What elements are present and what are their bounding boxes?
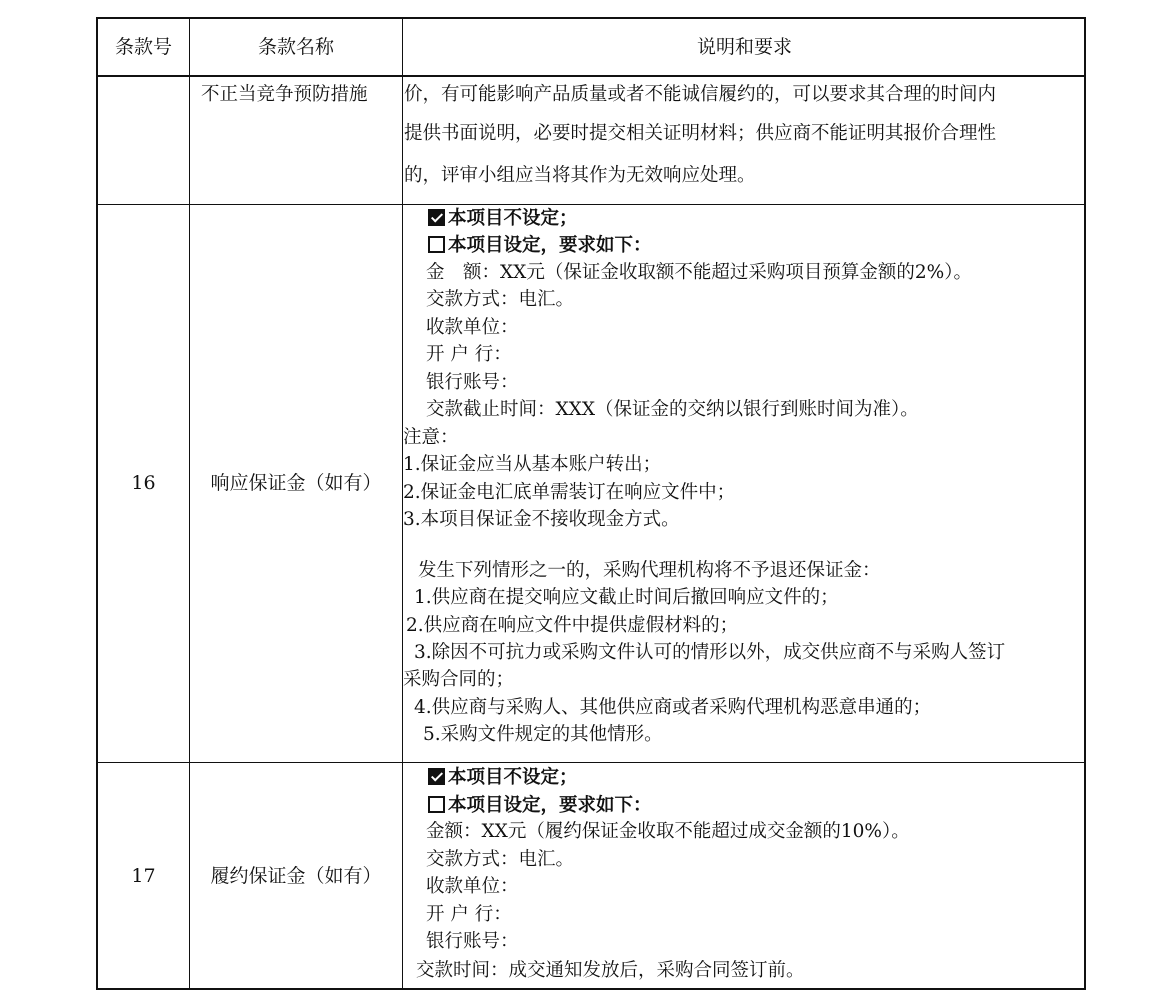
forfeit-item: 4.供应商与采购人、其他供应商或者采购代理机构恶意串通的； [414,697,932,718]
description-line: 提供书面说明，必要时提交相关证明材料；供应商不能证明其报价合理性 [404,123,997,144]
clause-table [96,17,1086,990]
clause-no-16: 16 [131,472,156,494]
payment-deadline: 交款截止时间：XXX（保证金的交纳以银行到账时间为准）。 [426,399,919,420]
bank: 开 户 行： [426,904,512,925]
forfeit-item: 2.供应商在响应文件中提供虚假材料的； [406,615,739,636]
option-set-16: 本项目设定，要求如下： [428,236,652,256]
deposit-amount: 金 额：XX元（保证金收取额不能超过采购项目预算金额的2%）。 [426,262,972,283]
forfeit-item: 3.除因不可抗力或采购文件认可的情形以外，成交供应商不与采购人签订 [414,642,1006,663]
clause-name-17: 履约保证金（如有） [210,865,382,887]
account-no: 银行账号： [426,372,519,393]
checkbox-unchecked-icon [428,796,445,813]
payee: 收款单位： [426,317,519,338]
forfeit-item-cont: 采购合同的； [403,669,515,690]
forfeit-item: 5.采购文件规定的其他情形。 [423,724,663,745]
payment-time: 交款时间：成交通知发放后，采购合同签订前。 [416,960,805,981]
forfeit-intro: 发生下列情形之一的，采购代理机构将不予退还保证金： [418,560,881,581]
clause-no-17: 17 [131,865,156,887]
column-divider [402,19,403,988]
header-description: 说明和要求 [696,35,792,58]
note-item: 1.保证金应当从基本账户转出； [403,454,662,475]
checkbox-unchecked-icon [428,236,445,253]
note-item: 2.保证金电汇底单需装订在响应文件中； [403,482,736,503]
description-line: 价，有可能影响产品质量或者不能诚信履约的，可以要求其合理的时间内 [404,84,997,105]
payment-method: 交款方式：电汇。 [426,849,575,870]
header-divider [98,75,1084,77]
bank: 开 户 行： [426,344,512,365]
payment-method: 交款方式：电汇。 [426,289,575,310]
note-item: 3.本项目保证金不接收现金方式。 [403,509,680,530]
performance-amount: 金额：XX元（履约保证金收取不能超过成交金额的10%）。 [426,821,910,842]
header-clause-name: 条款名称 [257,35,334,58]
forfeit-item: 1.供应商在提交响应文截止时间后撤回响应文件的； [414,587,839,608]
checkbox-checked-icon [428,768,445,785]
note-title: 注意： [403,427,459,448]
checkbox-checked-icon [428,209,445,226]
clause-name-16: 响应保证金（如有） [210,472,382,494]
option-not-set-16: 本项目不设定； [428,209,578,229]
option-not-set-17: 本项目不设定； [428,768,578,788]
payee: 收款单位： [426,876,519,897]
option-set-17: 本项目设定，要求如下： [428,796,652,816]
header-clause-no: 条款号 [114,35,172,58]
clause-name-continued: 不正当竞争预防措施 [201,84,368,105]
account-no: 银行账号： [426,931,519,952]
description-line: 的，评审小组应当将其作为无效响应处理。 [404,165,756,186]
